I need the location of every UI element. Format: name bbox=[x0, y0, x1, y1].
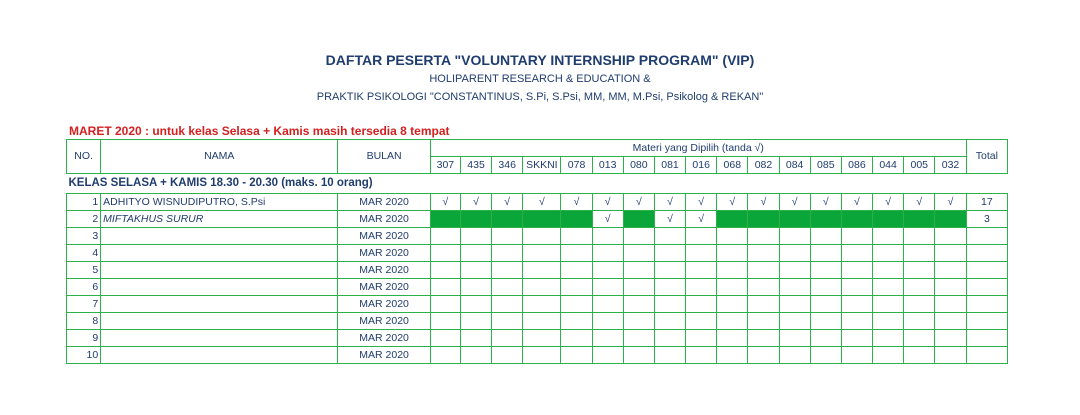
empty-cell[interactable] bbox=[523, 262, 561, 279]
empty-cell[interactable] bbox=[935, 262, 966, 279]
empty-cell[interactable] bbox=[779, 347, 810, 364]
document-subtitle-1: HOLIPARENT RESEARCH & EDUCATION & bbox=[429, 73, 651, 85]
empty-cell[interactable] bbox=[904, 313, 935, 330]
participant-name[interactable] bbox=[101, 228, 338, 245]
table-row bbox=[67, 262, 1008, 279]
header-nama: NAMA bbox=[101, 140, 338, 174]
check-cell[interactable]: √ bbox=[935, 194, 966, 211]
empty-cell[interactable] bbox=[654, 330, 685, 347]
header-total: Total bbox=[966, 140, 1007, 174]
empty-cell[interactable] bbox=[430, 296, 460, 313]
empty-cell[interactable] bbox=[810, 245, 841, 262]
materi-code-1: 435 bbox=[460, 157, 491, 174]
empty-cell[interactable] bbox=[810, 228, 841, 245]
check-cell[interactable]: √ bbox=[492, 194, 523, 211]
empty-cell[interactable] bbox=[523, 330, 561, 347]
row-total bbox=[966, 296, 1007, 313]
filled-cell[interactable] bbox=[460, 211, 491, 228]
empty-cell[interactable] bbox=[779, 245, 810, 262]
empty-cell[interactable] bbox=[904, 330, 935, 347]
check-cell[interactable]: √ bbox=[654, 194, 685, 211]
empty-cell[interactable] bbox=[492, 262, 523, 279]
row-total bbox=[966, 313, 1007, 330]
empty-cell[interactable] bbox=[717, 313, 748, 330]
empty-cell[interactable] bbox=[841, 262, 872, 279]
empty-cell[interactable] bbox=[686, 245, 717, 262]
empty-cell[interactable] bbox=[561, 245, 592, 262]
empty-cell[interactable] bbox=[430, 262, 460, 279]
empty-cell[interactable] bbox=[654, 245, 685, 262]
empty-cell[interactable] bbox=[748, 228, 779, 245]
empty-cell[interactable] bbox=[810, 313, 841, 330]
empty-cell[interactable] bbox=[561, 228, 592, 245]
empty-cell[interactable] bbox=[873, 245, 904, 262]
empty-cell[interactable] bbox=[592, 262, 623, 279]
participant-name[interactable]: ADHITYO WISNUDIPUTRO, S.Psi bbox=[101, 194, 338, 211]
participant-name[interactable] bbox=[101, 313, 338, 330]
empty-cell[interactable] bbox=[592, 330, 623, 347]
empty-cell[interactable] bbox=[935, 347, 966, 364]
check-cell[interactable]: √ bbox=[460, 194, 491, 211]
empty-cell[interactable] bbox=[492, 296, 523, 313]
empty-cell[interactable] bbox=[623, 228, 654, 245]
filled-cell[interactable] bbox=[623, 211, 654, 228]
row-number: 6 bbox=[67, 279, 101, 296]
empty-cell[interactable] bbox=[561, 347, 592, 364]
empty-cell[interactable] bbox=[873, 279, 904, 296]
empty-cell[interactable] bbox=[717, 262, 748, 279]
empty-cell[interactable] bbox=[779, 228, 810, 245]
empty-cell[interactable] bbox=[654, 228, 685, 245]
check-cell[interactable]: √ bbox=[717, 194, 748, 211]
materi-code-14: 044 bbox=[873, 157, 904, 174]
row-number: 2 bbox=[67, 211, 101, 228]
empty-cell[interactable] bbox=[873, 262, 904, 279]
row-total bbox=[966, 245, 1007, 262]
materi-code-5: 013 bbox=[592, 157, 623, 174]
empty-cell[interactable] bbox=[654, 279, 685, 296]
materi-code-11: 084 bbox=[779, 157, 810, 174]
table-row bbox=[67, 228, 1008, 245]
empty-cell[interactable] bbox=[623, 262, 654, 279]
table-row bbox=[67, 245, 1008, 262]
participant-month[interactable]: MAR 2020 bbox=[338, 211, 430, 228]
empty-cell[interactable] bbox=[873, 296, 904, 313]
empty-cell[interactable] bbox=[492, 279, 523, 296]
empty-cell[interactable] bbox=[654, 347, 685, 364]
filled-cell[interactable] bbox=[523, 211, 561, 228]
table-row bbox=[67, 347, 1008, 364]
materi-code-13: 086 bbox=[841, 157, 872, 174]
filled-cell[interactable] bbox=[492, 211, 523, 228]
empty-cell[interactable] bbox=[492, 228, 523, 245]
header-materi: Materi yang Dipilih (tanda √) bbox=[430, 140, 966, 157]
materi-code-4: 078 bbox=[561, 157, 592, 174]
row-number: 3 bbox=[67, 228, 101, 245]
row-number: 4 bbox=[67, 245, 101, 262]
empty-cell[interactable] bbox=[523, 245, 561, 262]
check-cell[interactable]: √ bbox=[841, 194, 872, 211]
empty-cell[interactable] bbox=[810, 279, 841, 296]
participant-name[interactable] bbox=[101, 347, 338, 364]
empty-cell[interactable] bbox=[686, 313, 717, 330]
empty-cell[interactable] bbox=[904, 279, 935, 296]
materi-code-10: 082 bbox=[748, 157, 779, 174]
document-title: DAFTAR PESERTA "VOLUNTARY INTERNSHIP PROGRAM" (VIP) bbox=[325, 52, 755, 68]
empty-cell[interactable] bbox=[748, 330, 779, 347]
empty-cell[interactable] bbox=[686, 347, 717, 364]
row-total bbox=[966, 330, 1007, 347]
table-row bbox=[67, 194, 1008, 211]
check-cell[interactable]: √ bbox=[810, 194, 841, 211]
participant-month[interactable]: MAR 2020 bbox=[338, 245, 430, 262]
empty-cell[interactable] bbox=[873, 313, 904, 330]
empty-cell[interactable] bbox=[717, 330, 748, 347]
row-number: 10 bbox=[67, 347, 101, 364]
participant-name[interactable] bbox=[101, 330, 338, 347]
materi-code-12: 085 bbox=[810, 157, 841, 174]
empty-cell[interactable] bbox=[841, 296, 872, 313]
empty-cell[interactable] bbox=[592, 347, 623, 364]
empty-cell[interactable] bbox=[492, 313, 523, 330]
empty-cell[interactable] bbox=[717, 228, 748, 245]
empty-cell[interactable] bbox=[935, 279, 966, 296]
empty-cell[interactable] bbox=[686, 228, 717, 245]
empty-cell[interactable] bbox=[904, 228, 935, 245]
empty-cell[interactable] bbox=[623, 245, 654, 262]
row-number: 9 bbox=[67, 330, 101, 347]
header-bulan: BULAN bbox=[338, 140, 430, 174]
empty-cell[interactable] bbox=[592, 313, 623, 330]
empty-cell[interactable] bbox=[592, 279, 623, 296]
empty-cell[interactable] bbox=[654, 262, 685, 279]
empty-cell[interactable] bbox=[748, 279, 779, 296]
participant-month[interactable]: MAR 2020 bbox=[338, 296, 430, 313]
empty-cell[interactable] bbox=[841, 245, 872, 262]
check-cell[interactable]: √ bbox=[748, 194, 779, 211]
empty-cell[interactable] bbox=[460, 245, 491, 262]
filled-cell[interactable] bbox=[904, 211, 935, 228]
check-cell[interactable]: √ bbox=[873, 194, 904, 211]
participant-month[interactable]: MAR 2020 bbox=[338, 313, 430, 330]
row-total: 3 bbox=[966, 211, 1007, 228]
participant-month[interactable]: MAR 2020 bbox=[338, 262, 430, 279]
empty-cell[interactable] bbox=[561, 262, 592, 279]
empty-cell[interactable] bbox=[686, 279, 717, 296]
participant-name[interactable] bbox=[101, 296, 338, 313]
empty-cell[interactable] bbox=[623, 279, 654, 296]
empty-cell[interactable] bbox=[841, 330, 872, 347]
availability-note: MARET 2020 : untuk kelas Selasa + Kamis masih tersedia 8 tempat bbox=[69, 124, 450, 138]
empty-cell[interactable] bbox=[935, 330, 966, 347]
empty-cell[interactable] bbox=[523, 228, 561, 245]
check-cell[interactable]: √ bbox=[779, 194, 810, 211]
empty-cell[interactable] bbox=[523, 347, 561, 364]
empty-cell[interactable] bbox=[873, 228, 904, 245]
empty-cell[interactable] bbox=[810, 347, 841, 364]
empty-cell[interactable] bbox=[460, 228, 491, 245]
document-subtitle-2: PRAKTIK PSIKOLOGI "CONSTANTINUS, S.Pi, S.Psi, MM, MM, M.Psi, Psikolog & REKAN" bbox=[316, 91, 764, 103]
filled-cell[interactable] bbox=[841, 211, 872, 228]
empty-cell[interactable] bbox=[904, 347, 935, 364]
materi-code-8: 016 bbox=[686, 157, 717, 174]
participant-month[interactable]: MAR 2020 bbox=[338, 194, 430, 211]
row-number: 8 bbox=[67, 313, 101, 330]
empty-cell[interactable] bbox=[430, 313, 460, 330]
empty-cell[interactable] bbox=[460, 347, 491, 364]
group-row bbox=[67, 174, 1008, 194]
empty-cell[interactable] bbox=[935, 228, 966, 245]
empty-cell[interactable] bbox=[430, 228, 460, 245]
filled-cell[interactable] bbox=[873, 211, 904, 228]
participant-table bbox=[66, 139, 1008, 364]
empty-cell[interactable] bbox=[654, 296, 685, 313]
row-number: 1 bbox=[67, 194, 101, 211]
empty-cell[interactable] bbox=[430, 347, 460, 364]
empty-cell[interactable] bbox=[717, 245, 748, 262]
filled-cell[interactable] bbox=[810, 211, 841, 228]
empty-cell[interactable] bbox=[654, 313, 685, 330]
row-total bbox=[966, 262, 1007, 279]
empty-cell[interactable] bbox=[561, 279, 592, 296]
materi-code-6: 080 bbox=[623, 157, 654, 174]
check-cell[interactable]: √ bbox=[561, 194, 592, 211]
check-cell[interactable]: √ bbox=[904, 194, 935, 211]
empty-cell[interactable] bbox=[779, 330, 810, 347]
empty-cell[interactable] bbox=[686, 330, 717, 347]
empty-cell[interactable] bbox=[717, 296, 748, 313]
empty-cell[interactable] bbox=[841, 313, 872, 330]
check-cell[interactable]: √ bbox=[430, 194, 460, 211]
row-total bbox=[966, 347, 1007, 364]
empty-cell[interactable] bbox=[686, 262, 717, 279]
participant-name[interactable] bbox=[101, 279, 338, 296]
empty-cell[interactable] bbox=[460, 296, 491, 313]
materi-code-7: 081 bbox=[654, 157, 685, 174]
empty-cell[interactable] bbox=[748, 245, 779, 262]
filled-cell[interactable] bbox=[779, 211, 810, 228]
table-row bbox=[67, 296, 1008, 313]
empty-cell[interactable] bbox=[430, 330, 460, 347]
empty-cell[interactable] bbox=[592, 228, 623, 245]
participant-month[interactable]: MAR 2020 bbox=[338, 330, 430, 347]
participant-name[interactable]: MIFTAKHUS SURUR bbox=[101, 211, 338, 228]
filled-cell[interactable] bbox=[717, 211, 748, 228]
filled-cell[interactable] bbox=[748, 211, 779, 228]
table-row bbox=[67, 330, 1008, 347]
empty-cell[interactable] bbox=[717, 347, 748, 364]
participant-month[interactable]: MAR 2020 bbox=[338, 347, 430, 364]
filled-cell[interactable] bbox=[561, 211, 592, 228]
empty-cell[interactable] bbox=[623, 313, 654, 330]
empty-cell[interactable] bbox=[523, 279, 561, 296]
empty-cell[interactable] bbox=[841, 228, 872, 245]
empty-cell[interactable] bbox=[841, 279, 872, 296]
empty-cell[interactable] bbox=[810, 330, 841, 347]
filled-cell[interactable] bbox=[935, 211, 966, 228]
empty-cell[interactable] bbox=[748, 347, 779, 364]
row-total bbox=[966, 228, 1007, 245]
materi-code-0: 307 bbox=[430, 157, 460, 174]
row-total bbox=[966, 279, 1007, 296]
empty-cell[interactable] bbox=[810, 296, 841, 313]
check-cell[interactable]: √ bbox=[523, 194, 561, 211]
empty-cell[interactable] bbox=[779, 262, 810, 279]
row-total: 17 bbox=[966, 194, 1007, 211]
participant-month[interactable]: MAR 2020 bbox=[338, 279, 430, 296]
empty-cell[interactable] bbox=[460, 262, 491, 279]
empty-cell[interactable] bbox=[523, 313, 561, 330]
empty-cell[interactable] bbox=[779, 313, 810, 330]
empty-cell[interactable] bbox=[748, 296, 779, 313]
empty-cell[interactable] bbox=[460, 279, 491, 296]
header-no: NO. bbox=[67, 140, 101, 174]
empty-cell[interactable] bbox=[430, 279, 460, 296]
empty-cell[interactable] bbox=[592, 296, 623, 313]
check-cell[interactable]: √ bbox=[654, 211, 685, 228]
empty-cell[interactable] bbox=[935, 245, 966, 262]
empty-cell[interactable] bbox=[561, 330, 592, 347]
row-number: 7 bbox=[67, 296, 101, 313]
empty-cell[interactable] bbox=[841, 347, 872, 364]
empty-cell[interactable] bbox=[873, 347, 904, 364]
check-cell[interactable]: √ bbox=[686, 194, 717, 211]
materi-code-3: SKKNI bbox=[523, 157, 561, 174]
empty-cell[interactable] bbox=[523, 296, 561, 313]
empty-cell[interactable] bbox=[492, 347, 523, 364]
empty-cell[interactable] bbox=[623, 347, 654, 364]
empty-cell[interactable] bbox=[810, 262, 841, 279]
check-cell[interactable]: √ bbox=[623, 194, 654, 211]
empty-cell[interactable] bbox=[904, 296, 935, 313]
empty-cell[interactable] bbox=[561, 313, 592, 330]
empty-cell[interactable] bbox=[935, 296, 966, 313]
table-row bbox=[67, 211, 1008, 228]
empty-cell[interactable] bbox=[623, 296, 654, 313]
empty-cell[interactable] bbox=[623, 330, 654, 347]
empty-cell[interactable] bbox=[779, 279, 810, 296]
empty-cell[interactable] bbox=[904, 262, 935, 279]
empty-cell[interactable] bbox=[935, 313, 966, 330]
filled-cell[interactable] bbox=[430, 211, 460, 228]
materi-code-9: 068 bbox=[717, 157, 748, 174]
materi-code-15: 005 bbox=[904, 157, 935, 174]
row-number: 5 bbox=[67, 262, 101, 279]
empty-cell[interactable] bbox=[904, 245, 935, 262]
table-row bbox=[67, 313, 1008, 330]
empty-cell[interactable] bbox=[561, 296, 592, 313]
empty-cell[interactable] bbox=[460, 313, 491, 330]
empty-cell[interactable] bbox=[592, 245, 623, 262]
participant-name[interactable] bbox=[101, 245, 338, 262]
participant-month[interactable]: MAR 2020 bbox=[338, 228, 430, 245]
empty-cell[interactable] bbox=[460, 330, 491, 347]
group-label: KELAS SELASA + KAMIS 18.30 - 20.30 (maks. 10 orang) bbox=[68, 177, 373, 189]
table-row bbox=[67, 279, 1008, 296]
empty-cell[interactable] bbox=[748, 262, 779, 279]
empty-cell[interactable] bbox=[873, 330, 904, 347]
check-cell[interactable]: √ bbox=[592, 211, 623, 228]
empty-cell[interactable] bbox=[430, 245, 460, 262]
empty-cell[interactable] bbox=[492, 245, 523, 262]
empty-cell[interactable] bbox=[779, 296, 810, 313]
empty-cell[interactable] bbox=[717, 279, 748, 296]
empty-cell[interactable] bbox=[686, 296, 717, 313]
participant-name[interactable] bbox=[101, 262, 338, 279]
materi-code-16: 032 bbox=[935, 157, 966, 174]
check-cell[interactable]: √ bbox=[686, 211, 717, 228]
materi-code-2: 346 bbox=[492, 157, 523, 174]
empty-cell[interactable] bbox=[492, 330, 523, 347]
check-cell[interactable]: √ bbox=[592, 194, 623, 211]
empty-cell[interactable] bbox=[748, 313, 779, 330]
